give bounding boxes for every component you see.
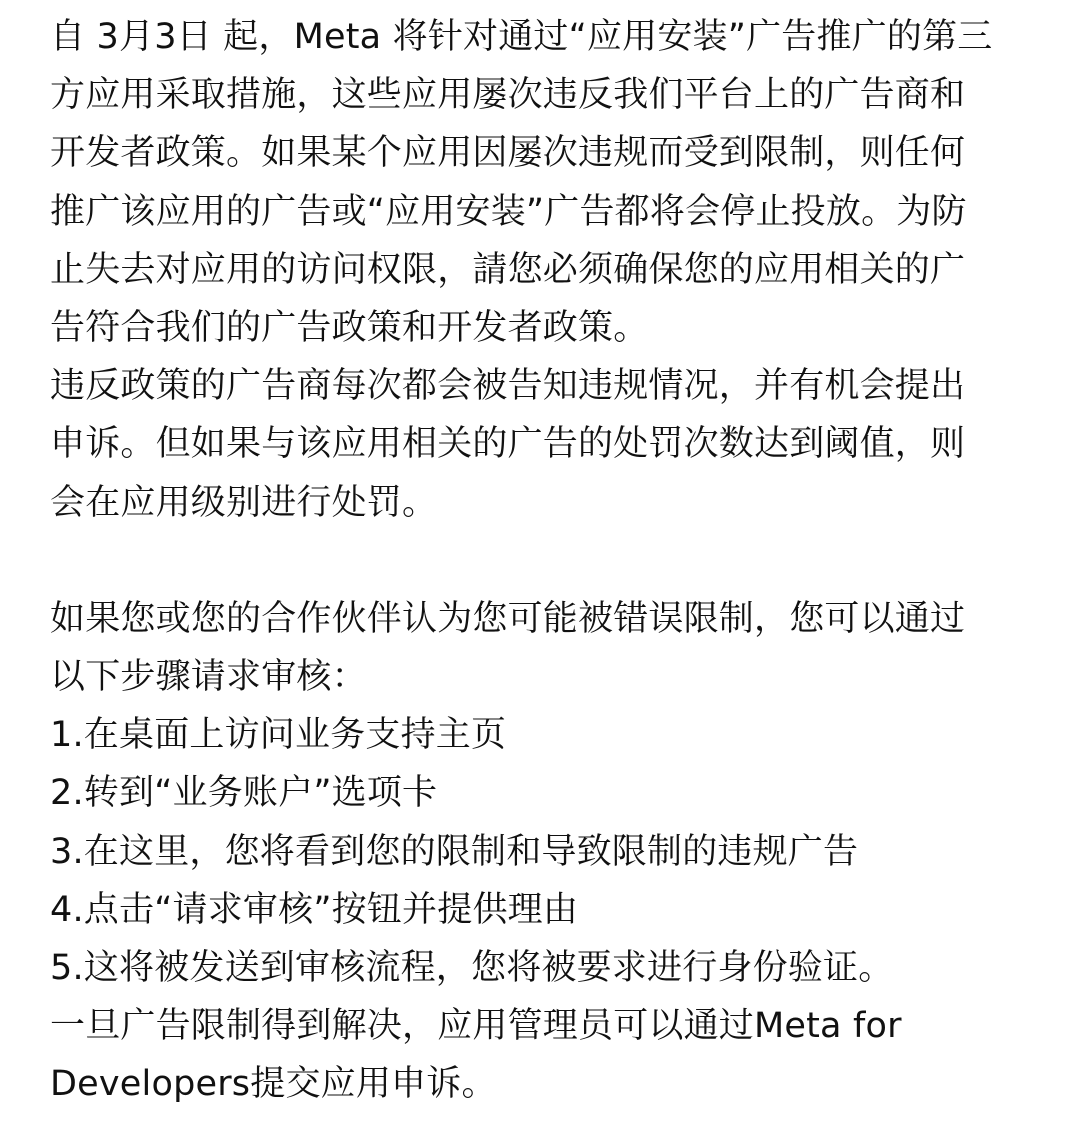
review-steps-list [50, 706, 1080, 997]
text-line: 如果您或您的合作伙伴认为您可能被错误限制，您可以通过 [50, 598, 966, 639]
text-line: 自 3月3日 起，Meta 将针对通过“应用安装”广告推广的第三 [50, 17, 993, 57]
paragraph-review-request [50, 590, 1080, 706]
text-line: 一旦广告限制得到解决，应用管理员可以通过Meta for [50, 1006, 902, 1047]
text-line: 违反政策的广告商每次都会被告知违规情况，并有机会提出 [50, 366, 966, 407]
text-line: 止失去对应用的访问权限，請您必须确保您的应用相关的广 [50, 249, 966, 290]
list-item: 4.点击“请求审核”按钮并提供理由 [50, 889, 579, 930]
text-line: 会在应用级别进行处罚。 [50, 482, 438, 523]
text-line: Developers提交应用申诉。 [50, 1064, 497, 1105]
text-line: 方应用采取措施，这些应用屡次违反我们平台上的广告商和 [50, 75, 966, 116]
list-item: 5.这将被发送到审核流程，您将被要求进行身份验证。 [50, 948, 894, 988]
text-line: 告符合我们的广告政策和开发者政策。 [50, 307, 649, 348]
list-item: 2.转到“业务账户”选项卡 [50, 773, 438, 814]
text-line: 以下步骤请求审核： [50, 657, 367, 698]
text-line: 开发者政策。如果某个应用因屡次违规而受到限制，则任何 [50, 133, 966, 174]
paragraph-violation-notice [50, 357, 1080, 532]
list-item: 1.在桌面上访问业务支持主页 [50, 715, 507, 756]
text-line: 推广该应用的广告或“应用安装”广告都将会停止投放。为防 [50, 191, 967, 232]
paragraph-spacer [50, 532, 1080, 590]
list-item: 3.在这里，您将看到您的限制和导致限制的违规广告 [50, 831, 859, 872]
paragraph-closing [50, 997, 1080, 1113]
text-line: 申诉。但如果与该应用相关的广告的处罚次数达到阈值，则 [50, 424, 966, 465]
paragraph-policy-action [50, 8, 1080, 357]
